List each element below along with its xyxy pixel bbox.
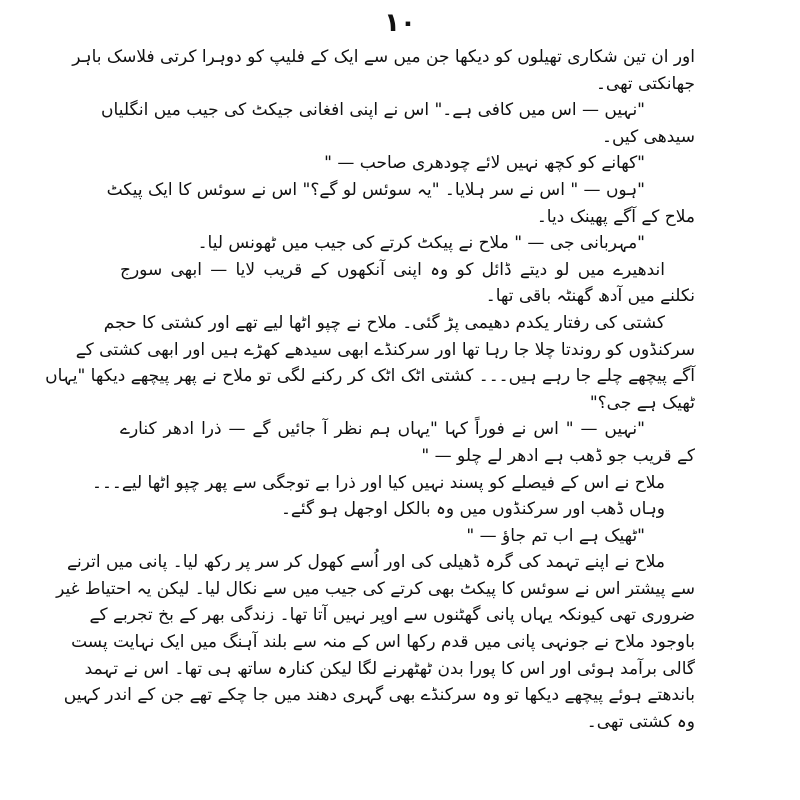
text-line: سے پیشتر اس نے سوئس کا پیکٹ بھی کرتے کی جیب میں سے نکال لیا۔ لیکن یہ احتیاط غیر bbox=[56, 578, 695, 599]
text-line: وہاں ڈھب اور سرکنڈوں میں وہ بالکل اوجھل ہو گئے۔ bbox=[280, 499, 665, 520]
text-line: "مہربانی جی — " ملاح نے پیکٹ کرتے کی جیب میں ٹھونس لیا۔ bbox=[197, 233, 645, 254]
text-line: ضروری تھی کیونکہ یہاں پانی گھٹنوں سے اوپر نہیں آتا تھا۔ زندگی بھر کے بخ تجربے کے bbox=[89, 605, 695, 626]
text-line: گالی برآمد ہوئی اور اس کا پورا بدن ٹھٹھرنے لگا لیکن کنارہ ساتھ ہی تھا۔ اس نے تہمد bbox=[84, 658, 695, 679]
text-line: سیدھی کیں۔ bbox=[602, 126, 695, 147]
text-line: ملاح نے اپنے تہمد کی گرہ ڈھیلی کی اور اُسے کھول کر سر پر رکھ لیا۔ پانی میں اترنے bbox=[67, 552, 665, 573]
text-line: "ہوں — " اس نے سر ہلایا۔ "یہ سوئس لو گے؟" اس نے سوئس کا ایک پیکٹ bbox=[106, 179, 645, 200]
text-line: "نہیں — اس میں کافی ہے۔" اس نے اپنی افغانی جیکٹ کی جیب میں انگلیاں bbox=[101, 100, 645, 121]
text-line: نکلنے میں آدھ گھنٹہ باقی تھا۔ bbox=[485, 286, 695, 307]
text-line: "کھانے کو کچھ نہیں لائے چودھری صاحب — " bbox=[324, 153, 645, 174]
page-text-body bbox=[45, 44, 695, 735]
text-line: "ٹھیک ہے اب تم جاؤ — " bbox=[466, 525, 645, 546]
text-line: ملاح نے اس کے فیصلے کو پسند نہیں کیا اور ذرا بے توجگی سے پھر چپو اٹھا لیے۔۔۔ bbox=[91, 472, 665, 493]
text-line: ملاح کے آگے پھینک دیا۔ bbox=[536, 206, 695, 227]
text-line: ٹھیک ہے جی؟" bbox=[589, 392, 695, 413]
text-line: کے قریب جو ڈھب ہے ادھر لے چلو — " bbox=[421, 445, 695, 466]
text-line: جھانکتی تھی۔ bbox=[595, 73, 695, 94]
text-line: آگے پیچھے چلے جا رہے ہیں۔۔۔ کشتی اٹک اٹک کر رکنے لگی تو ملاح نے پھر پیچھے دیکھا "یہاں bbox=[45, 366, 695, 387]
page-number: ۱۰ bbox=[384, 8, 416, 38]
text-line: "نہیں — " اس نے فوراً کہا "یہاں ہم نظر آ جائیں گے — ذرا ادھر کنارے bbox=[120, 419, 645, 440]
text-line: کشتی کی رفتار یکدم دھیمی پڑ گئی۔ ملاح نے چپو اٹھا لیے تھے اور کشتی کا حجم bbox=[103, 312, 665, 333]
text-line: وہ کشتی تھی۔ bbox=[586, 711, 695, 732]
text-line: باوجود ملاح نے جونہی پانی میں قدم رکھا اس کے منہ سے بلند آہنگ میں ایک نہایت پست bbox=[71, 632, 695, 653]
text-line: باندھتے ہوئے پیچھے دیکھا تو وہ سرکنڈے بھی گہری دھند میں جا چکے تھے جن کے اندر کہیں bbox=[63, 685, 695, 706]
text-line: سرکنڈوں کو روندتا چلا جا رہا تھا اور سرکنڈے ابھی سیدھے کھڑے ہیں اور ابھی کشتی کے bbox=[75, 339, 695, 360]
text-line: اندھیرے میں لو دیتے ڈائل کو وہ اپنی آنکھوں کے قریب لایا — ابھی سورج bbox=[120, 259, 665, 280]
text-line: اور ان تین شکاری تھیلوں کو دیکھا جن میں سے ایک کے فلیپ کو دوہرا کرتی فلاسک باہر bbox=[72, 47, 695, 67]
